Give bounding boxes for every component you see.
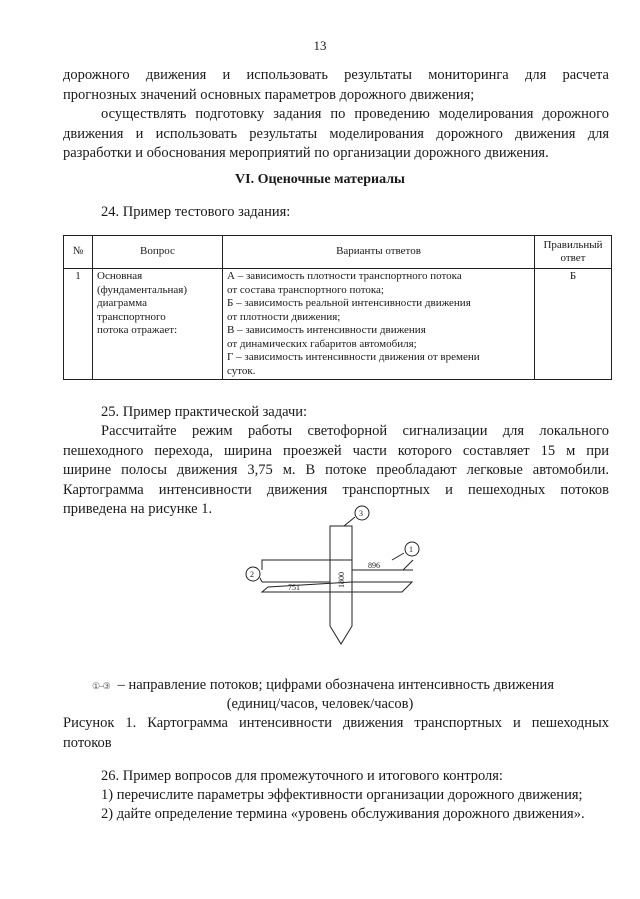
cell-answers bbox=[223, 269, 535, 380]
flow-2-id: 2 bbox=[250, 570, 254, 579]
cell-number: 1 bbox=[64, 269, 93, 380]
text-line: Картограмма интенсивности движения транспортных и пешеходных потоков bbox=[63, 481, 609, 498]
page-number: 13 bbox=[313, 38, 327, 53]
item-25-title: 25. Пример практической задачи: bbox=[101, 404, 308, 420]
cell-text: от динамических габаритов автомобиля; bbox=[227, 337, 417, 350]
flow-cartogram bbox=[240, 502, 430, 652]
cell-text: от состава транспортного потока; bbox=[227, 283, 384, 296]
legend-marker: ①–③ bbox=[92, 681, 110, 691]
cell-text: потока отражает: bbox=[97, 324, 178, 336]
text-line: потоков bbox=[63, 734, 112, 751]
question-2: 2) дайте определение термина «уровень обслуживания дорожного движения». bbox=[101, 806, 585, 822]
cell-text: Б – зависимость реальной интенсивности движения bbox=[227, 297, 471, 309]
section-heading: VI. Оценочные материалы bbox=[235, 172, 405, 187]
table-row bbox=[64, 269, 612, 380]
cell-correct: Б bbox=[535, 269, 612, 380]
header-correct: Правильный ответ bbox=[535, 236, 612, 269]
cell-text: Основная bbox=[97, 270, 143, 282]
cell-text: от плотности движения; bbox=[227, 310, 341, 323]
flow-1-arrow bbox=[262, 560, 413, 570]
text-line: Рассчитайте режим работы светофорной сигнализации для локального bbox=[101, 423, 609, 439]
figure-caption bbox=[63, 714, 609, 753]
intro-paragraph-1 bbox=[63, 66, 609, 105]
legend-line-2: (единиц/часов, человек/часов) bbox=[226, 696, 414, 712]
question-1: 1) перечислите параметры эффективности организации дорожного движения; bbox=[101, 787, 583, 803]
text-line: ширине полосы движения 3,75 м. В потоке преобладают легковые автомобили. bbox=[63, 462, 609, 478]
flow-1-id: 1 bbox=[409, 545, 413, 554]
cell-question bbox=[93, 269, 223, 380]
flow-3-leader bbox=[344, 517, 355, 526]
legend-text: – направление потоков; цифрами обозначена интенсивность движения bbox=[117, 677, 554, 693]
header-number: № bbox=[64, 236, 93, 269]
legend-line-1 bbox=[92, 676, 554, 696]
text-line: прогнозных значений основных параметров дорожного движения; bbox=[63, 86, 475, 103]
text-line: Рисунок 1. Картограмма интенсивности движения транспортных и пешеходных bbox=[63, 715, 609, 731]
cell-text: транспортного bbox=[97, 310, 166, 323]
text-line: пешеходного перехода, ширина проезжей части которого составляет 15 м при bbox=[63, 442, 609, 459]
text-line: дорожного движения и использовать результаты мониторинга для расчета bbox=[63, 67, 609, 83]
flow-1-value: 896 bbox=[368, 561, 380, 570]
header-question: Вопрос bbox=[93, 236, 223, 269]
item-26-title: 26. Пример вопросов для промежуточного и итогового контроля: bbox=[101, 768, 503, 784]
intro-paragraph-2 bbox=[63, 105, 609, 164]
flow-3-value: 1800 bbox=[337, 572, 346, 588]
flow-2-leader bbox=[260, 578, 262, 582]
flow-3-id: 3 bbox=[359, 509, 363, 518]
cell-text: (фундаментальная) bbox=[97, 283, 188, 296]
cell-text: диаграмма bbox=[97, 297, 147, 309]
cell-text: А – зависимость плотности транспортного потока bbox=[227, 270, 462, 282]
text-line: движения и использовать результаты моделирования дорожного движения для bbox=[63, 125, 609, 142]
flow-1-head bbox=[352, 560, 413, 570]
item-24-title: 24. Пример тестового задания: bbox=[101, 204, 291, 220]
cell-text: Г – зависимость интенсивности движения от времени bbox=[227, 351, 480, 363]
cell-text: суток. bbox=[227, 364, 256, 377]
text-line: приведена на рисунке 1. bbox=[63, 501, 213, 517]
flow-1-leader bbox=[392, 553, 404, 560]
header-answers: Варианты ответов bbox=[223, 236, 535, 269]
text-line: разработки и обоснования мероприятий по организации дорожного движения. bbox=[63, 145, 549, 161]
cell-text: В – зависимость интенсивности движения bbox=[227, 324, 426, 336]
test-table bbox=[63, 235, 612, 380]
flow-2-value: 751 bbox=[288, 583, 300, 592]
text-line: осуществлять подготовку задания по проведению моделирования дорожного bbox=[101, 106, 609, 122]
table-header-row bbox=[64, 236, 612, 269]
